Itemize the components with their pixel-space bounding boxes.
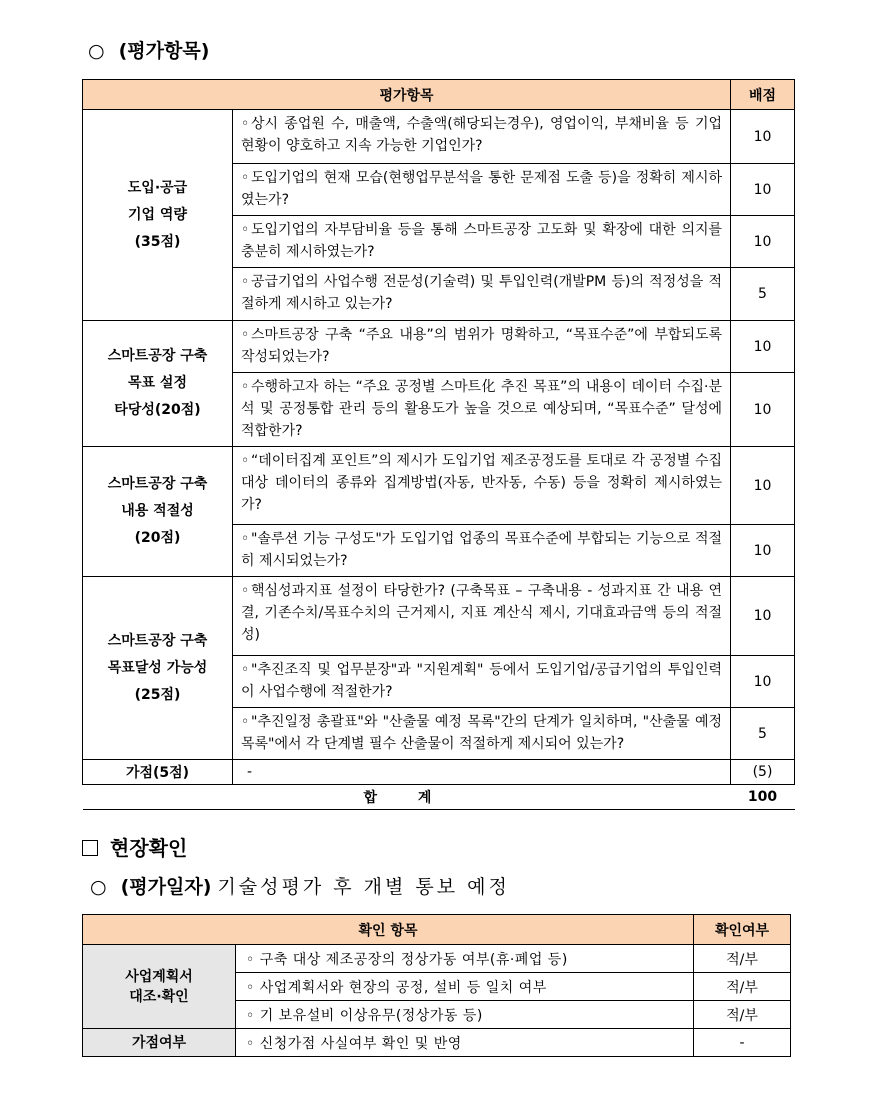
- score-cell: 10: [731, 373, 795, 447]
- table-row: [83, 110, 795, 164]
- category-line: 스마트공장 구축: [107, 476, 208, 492]
- section-heading-evaluation: [88, 36, 209, 63]
- category-line: 사업계획서: [125, 968, 193, 985]
- small-circle-bullet-icon: ◦: [241, 327, 250, 343]
- category-cell: [83, 110, 233, 321]
- section-heading-site-check: [82, 832, 187, 861]
- category-line: 목표달성 가능성: [107, 659, 208, 676]
- bonus-score: (5): [731, 760, 795, 785]
- category-line: (25점): [134, 686, 181, 703]
- evaluation-item: [233, 321, 731, 373]
- total-score: 100: [731, 785, 795, 810]
- evaluation-date-text: 기술성평가 후 개별 통보 예정: [217, 876, 510, 898]
- circle-bullet-icon: ○: [90, 876, 107, 898]
- check-result: -: [694, 1029, 791, 1057]
- table-row: [83, 945, 791, 973]
- evaluation-item-text: 도입기업의 자부담비율 등을 통해 스마트공장 고도화 및 확장에 대한 의지를 충분히 제시하였는가?: [241, 222, 723, 260]
- evaluation-item: [233, 577, 731, 656]
- table-row: [83, 760, 795, 785]
- total-row: [83, 785, 795, 810]
- small-circle-bullet-icon: ◦: [241, 583, 250, 599]
- table-row: [83, 577, 795, 656]
- table-row: [83, 1029, 791, 1057]
- section-title: (평가항목): [118, 40, 210, 62]
- evaluation-item-text: 핵심성과지표 설정이 타당한가? (구축목표 – 구축내용 - 성과지표 간 내용 연결, 기존수치/목표수치의 근거제시, 지표 계산식 제시, 기대효과금액 등의 적절성): [241, 583, 723, 643]
- evaluation-item-text: “데이터집계 포인트”의 제시가 도입기업 제조공정도를 토대로 각 공정별 수집 대상 데이터의 종류와 집계방법(자동, 반자동, 수동) 등을 정확히 제시하였는가?: [241, 453, 723, 513]
- check-item: ◦ 구축 대상 제조공장의 정상가동 여부(휴·폐업 등): [236, 945, 694, 973]
- small-circle-bullet-icon: ◦: [241, 662, 250, 678]
- evaluation-item: [233, 268, 731, 321]
- checkbox-square-icon: [82, 840, 98, 856]
- category-line: 타당성(20점): [114, 402, 201, 418]
- category-line: 도입·공급: [127, 179, 188, 196]
- category-line: 대조·확인: [129, 988, 189, 1005]
- evaluation-item: [233, 656, 731, 708]
- evaluation-table: [82, 79, 795, 810]
- small-circle-bullet-icon: ◦: [241, 714, 250, 730]
- score-cell: 10: [731, 447, 795, 525]
- evaluation-item: [233, 708, 731, 760]
- score-cell: 10: [731, 164, 795, 216]
- category-line: 목표 설정: [128, 375, 187, 391]
- check-result: 적/부: [694, 973, 791, 1001]
- evaluation-item-text: 공급기업의 사업수행 전문성(기술력) 및 투입인력(개발PM 등)의 적정성을 적절하게 제시하고 있는가?: [241, 274, 723, 312]
- site-check-header: [83, 915, 791, 945]
- check-item: ◦ 신청가점 사실여부 확인 및 반영: [236, 1029, 694, 1057]
- category-line: 스마트공장 구축: [107, 632, 208, 649]
- evaluation-item: [233, 216, 731, 268]
- small-circle-bullet-icon: ◦: [241, 222, 250, 238]
- header-check-item: 확인 항목: [83, 915, 694, 945]
- category-line: (20점): [134, 530, 181, 546]
- check-item: ◦ 사업계획서와 현장의 공정, 설비 등 일치 여부: [236, 973, 694, 1001]
- total-label: 합 계: [83, 785, 731, 810]
- bonus-item: -: [233, 760, 731, 785]
- evaluation-item: [233, 110, 731, 164]
- small-circle-bullet-icon: ◦: [241, 274, 250, 290]
- evaluation-item: [233, 447, 731, 525]
- header-item: 평가항목: [83, 80, 731, 110]
- score-cell: 10: [731, 577, 795, 656]
- table-row: [83, 321, 795, 373]
- evaluation-item: [233, 373, 731, 447]
- small-circle-bullet-icon: ◦: [241, 531, 250, 547]
- check-result: 적/부: [694, 1001, 791, 1029]
- evaluation-date-label: (평가일자): [120, 876, 212, 898]
- small-circle-bullet-icon: ◦: [241, 116, 250, 132]
- evaluation-item-text: "추진일정 총괄표"와 "산출물 예정 목록"간의 단계가 일치하며, "산출물 예정 목록"에서 각 단계별 필수 산출물이 적절하게 제시되어 있는가?: [241, 714, 723, 752]
- evaluation-item-text: 도입기업의 현재 모습(현행업무분석을 통한 문제점 도출 등)을 정확히 제시하였는가?: [241, 170, 723, 208]
- evaluation-item: [233, 525, 731, 577]
- small-circle-bullet-icon: ◦: [241, 379, 250, 395]
- category-line: 기업 역량: [128, 206, 187, 223]
- category-cell: [83, 577, 233, 760]
- evaluation-item-text: "솔루션 기능 구성도"가 도입기업 업종의 목표수준에 부합되는 기능으로 적절히 제시되었는가?: [241, 531, 723, 569]
- check-item: ◦ 기 보유설비 이상유무(정상가동 등): [236, 1001, 694, 1029]
- table-row: [83, 447, 795, 525]
- evaluation-item-text: 수행하고자 하는 “주요 공정별 스마트化 추진 목표”의 내용이 데이터 수집·분석 및 공정통합 관리 등의 활용도가 높을 것으로 예상되며, “목표수준” 달성에 적합한가?: [241, 379, 723, 439]
- site-check-title: 현장확인: [110, 836, 188, 860]
- evaluation-date-line: [90, 872, 510, 899]
- score-cell: 10: [731, 525, 795, 577]
- evaluation-item-text: 스마트공장 구축 “주요 내용”의 범위가 명확하고, “목표수준”에 부합되도록 작성되었는가?: [241, 327, 723, 365]
- category-cell: [83, 321, 233, 447]
- category-line: 스마트공장 구축: [107, 348, 208, 364]
- site-check-category: [83, 945, 236, 1029]
- small-circle-bullet-icon: ◦: [241, 453, 250, 469]
- bonus-label: 가점(5점): [83, 760, 233, 785]
- score-cell: 10: [731, 321, 795, 373]
- category-line: (35점): [134, 233, 181, 250]
- score-cell: 5: [731, 268, 795, 321]
- category-line: 내용 적절성: [121, 503, 194, 519]
- score-cell: 10: [731, 656, 795, 708]
- small-circle-bullet-icon: ◦: [241, 170, 250, 186]
- score-cell: 5: [731, 708, 795, 760]
- evaluation-item-text: "추진조직 및 업무분장"과 "지원계획" 등에서 도입기업/공급기업의 투입인력이 사업수행에 적절한가?: [241, 662, 723, 700]
- evaluation-table-header: [83, 80, 795, 110]
- category-cell: [83, 447, 233, 577]
- header-check-result: 확인여부: [694, 915, 791, 945]
- score-cell: 10: [731, 110, 795, 164]
- site-check-table: [82, 914, 791, 1057]
- evaluation-item: [233, 164, 731, 216]
- bonus-check-label: 가점여부: [83, 1029, 236, 1057]
- check-result: 적/부: [694, 945, 791, 973]
- header-score: 배점: [731, 80, 795, 110]
- evaluation-item-text: 상시 종업원 수, 매출액, 수출액(해당되는경우), 영업이익, 부채비율 등 기업 현황이 양호하고 지속 가능한 기업인가?: [241, 116, 723, 154]
- score-cell: 10: [731, 216, 795, 268]
- circle-bullet-icon: ○: [88, 40, 105, 62]
